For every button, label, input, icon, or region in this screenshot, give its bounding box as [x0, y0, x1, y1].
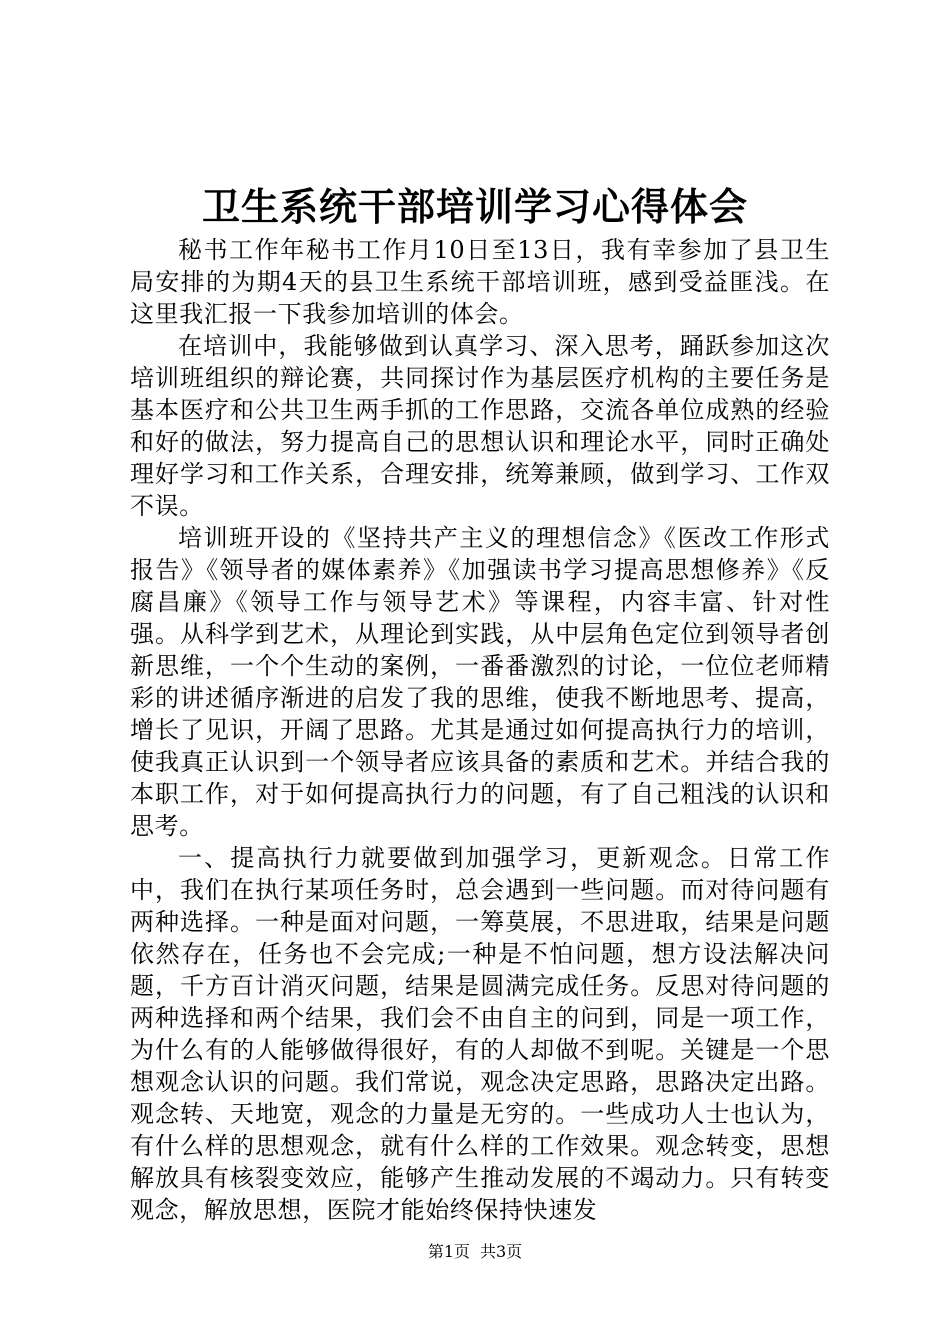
- document-body: [130, 234, 830, 1226]
- paragraph-1: 秘书工作年秘书工作月10日至13日，我有幸参加了县卫生局安排的为期4天的县卫生系统干部培训班，感到受益匪浅。在这里我汇报一下我参加培训的体会。: [130, 236, 830, 328]
- page-footer: [0, 1241, 950, 1263]
- page-total: 共3页: [480, 1242, 523, 1261]
- document-title: 卫生系统干部培训学习心得体会: [201, 184, 748, 229]
- paragraph-3: 培训班开设的《坚持共产主义的理想信念》《医改工作形式报告》《领导者的媒体素养》《加强读书学习提高思想修养》《反腐昌廉》《领导工作与领导艺术》等课程，内容丰富、针对性强。从科学到艺术，从理论到实践，从中层角色定位到领导者创新思维，一个个生动的案例，一番番激烈的讨论，一位位老师精彩的讲述循序渐进的启发了我的思维，使我不断地思考、提高，增长了见识，开阔了思路。尤其是通过如何提高执行力的培训，使我真正认识到一个领导者应该具备的素质和艺术。并结合我的本职工作，对于如何提高执行力的问题，有了自己粗浅的认识和思考。: [130, 524, 830, 840]
- paragraph-4: 一、提高执行力就要做到加强学习，更新观念。日常工作中，我们在执行某项任务时，总会遇到一些问题。而对待问题有两种选择。一种是面对问题，一筹莫展，不思进取，结果是问题依然存在，任务也不会完成;一种是不怕问题，想方设法解决问题，千方百计消灭问题，结果是圆满完成任务。反思对待问题的两种选择和两个结果，我们会不由自主的问到，同是一项工作，为什么有的人能够做得很好，有的人却做不到呢。关键是一个思想观念认识的问题。我们常说，观念决定思路，思路决定出路。观念转、天地宽，观念的力量是无穷的。一些成功人士也认为，有什么样的思想观念，就有什么样的工作效果。观念转变，思想解放具有核裂变效应，能够产生推动发展的不竭动力。只有转变观念，解放思想，医院才能始终保持快速发: [130, 844, 830, 1224]
- page-number: 第1页: [427, 1242, 470, 1261]
- paragraph-2: 在培训中，我能够做到认真学习、深入思考，踊跃参加这次培训班组织的辩论赛，共同探讨作为基层医疗机构的主要任务是基本医疗和公共卫生两手抓的工作思路，交流各单位成熟的经验和好的做法，努力提高自己的思想认识和理论水平，同时正确处理好学习和工作关系，合理安排，统筹兼顾，做到学习、工作双不误。: [130, 332, 830, 520]
